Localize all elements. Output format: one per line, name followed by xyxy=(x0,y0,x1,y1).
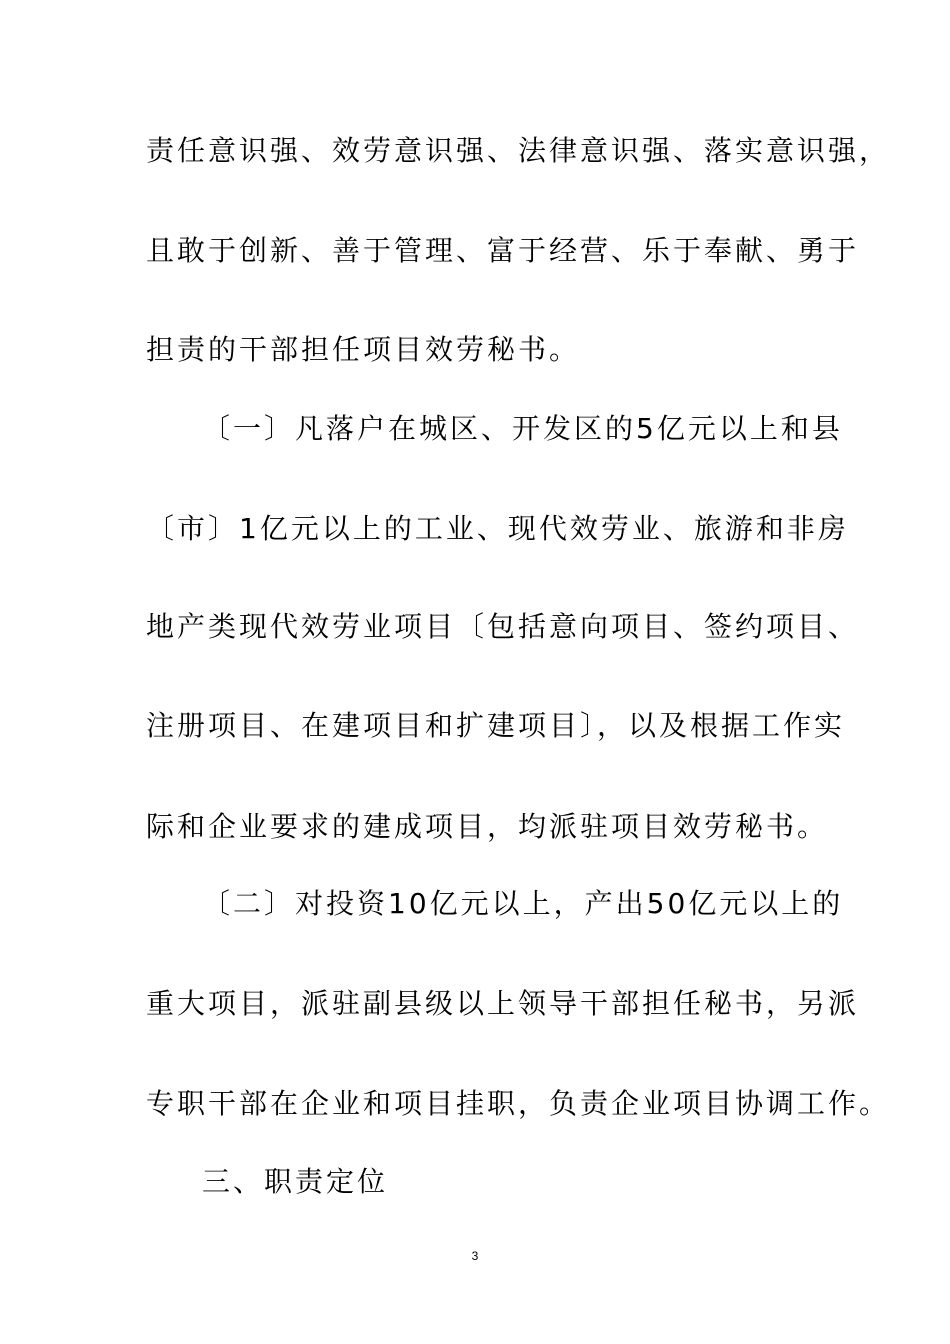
paragraph-line: 专职干部在企业和项目挂职，负责企业项目协调工作。 xyxy=(146,1087,891,1120)
paragraph-line: 且敢于创新、善于管理、富于经营、乐于奉献、勇于 xyxy=(146,234,860,267)
paragraph-line: 责任意识强、效劳意识强、法律意识强、落实意识强， xyxy=(146,134,891,167)
page-number: 3 xyxy=(471,1249,479,1263)
section-heading: 三、职责定位 xyxy=(202,1165,389,1198)
paragraph-line: 〔二〕对投资10亿元以上，产出50亿元以上的 xyxy=(202,887,844,920)
paragraph-line: 际和企业要求的建成项目，均派驻项目效劳秘书。 xyxy=(146,810,829,843)
paragraph-line: 重大项目，派驻副县级以上领导干部担任秘书，另派 xyxy=(146,987,860,1020)
paragraph-line: 注册项目、在建项目和扩建项目〕，以及根据工作实 xyxy=(146,709,846,742)
paragraph-line: 〔一〕凡落户在城区、开发区的5亿元以上和县 xyxy=(202,412,843,445)
paragraph-line: 〔市〕1亿元以上的工业、现代效劳业、旅游和非房 xyxy=(146,512,849,545)
paragraph-line: 地产类现代效劳业项目〔包括意向项目、签约项目、 xyxy=(146,610,860,643)
paragraph-line: 担责的干部担任项目效劳秘书。 xyxy=(146,333,581,366)
